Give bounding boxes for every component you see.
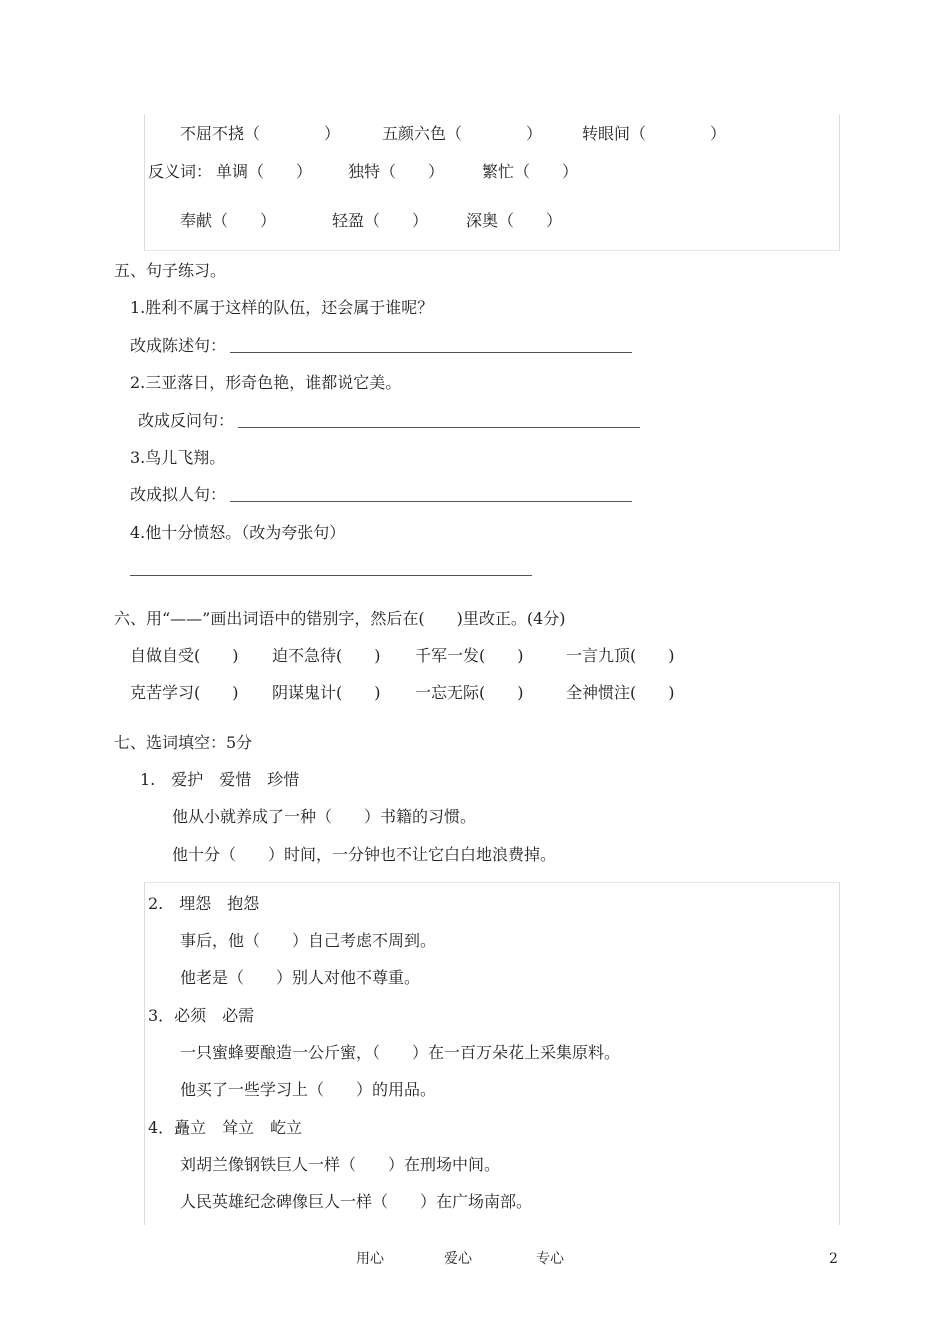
question-1: 1.胜利不属于这样的队伍，还会属于谁呢？ [130, 298, 434, 317]
antonym-label: 反义词： [148, 162, 213, 181]
answer-line [230, 501, 632, 502]
typo-item: 一忘无际( ) [415, 683, 524, 702]
fill-sentence: 他买了一些学习上（ ）的用品。 [180, 1080, 437, 1099]
prompt-rhetorical: 改成反问句： [138, 411, 235, 430]
synonym-item: 不屈不挠（ ） [180, 124, 341, 143]
prompt-personification: 改成拟人句： [130, 485, 227, 504]
typo-item: 千军一发( ) [415, 646, 524, 665]
answer-line [238, 427, 640, 428]
fill-sentence: 他老是（ ）别人对他不尊重。 [180, 968, 421, 987]
section-7-title: 七、选词填空：5分 [114, 733, 253, 752]
antonym-item: 深奥（ ） [466, 211, 563, 230]
question-3: 3.鸟儿飞翔。 [130, 448, 226, 467]
footer-word: 爱心 [444, 1251, 472, 1267]
section-5-title: 五、句子练习。 [114, 261, 227, 280]
typo-item: 一言九顶( ) [566, 646, 675, 665]
prompt-declarative: 改成陈述句： [130, 336, 227, 355]
word-group-label: 4．矗立 耸立 屹立 [148, 1118, 303, 1137]
antonym-item: 独特（ ） [348, 162, 445, 181]
section-6-title: 六、用“——”画出词语中的错别字，然后在( )里改正。(4分) [114, 609, 566, 628]
typo-item: 自做自受( ) [130, 646, 239, 665]
fill-sentence: 一只蜜蜂要酿造一公斤蜜，（ ）在一百万朵花上采集原料。 [180, 1043, 621, 1062]
fill-sentence: 人民英雄纪念碑像巨人一样（ ）在广场南部。 [180, 1192, 533, 1211]
typo-item: 迫不急待( ) [272, 646, 381, 665]
word-group-label: 3．必须 必需 [148, 1006, 255, 1025]
synonym-item: 转眼间（ ） [582, 124, 727, 143]
synonym-item: 五颜六色（ ） [382, 124, 543, 143]
fill-sentence: 刘胡兰像钢铁巨人一样（ ）在刑场中间。 [180, 1155, 501, 1174]
fill-sentence: 他从小就养成了一种（ ）书籍的习惯。 [172, 807, 477, 826]
fill-sentence: 事后，他（ ）自己考虑不周到。 [180, 931, 437, 950]
answer-line [130, 575, 532, 576]
typo-item: 全神惯注( ) [566, 683, 675, 702]
typo-item: 阴谋鬼计( ) [272, 683, 381, 702]
footer-word: 用心 [356, 1251, 384, 1267]
fill-sentence: 他十分（ ）时间，一分钟也不让它白白地浪费掉。 [172, 845, 557, 864]
antonym-item: 单调（ ） [216, 162, 313, 181]
antonym-item: 轻盈（ ） [332, 211, 429, 230]
word-group-label: 1. 爱护 爱惜 珍惜 [140, 770, 300, 789]
antonym-item: 奉献（ ） [180, 211, 277, 230]
word-group-label: 2. 埋怨 抱怨 [148, 894, 260, 913]
page-number: 2 [829, 1251, 838, 1267]
question-2: 2.三亚落日，形奇色艳，谁都说它美。 [130, 373, 402, 392]
typo-item: 克苦学习( ) [130, 683, 239, 702]
question-4: 4.他十分愤怒。（改为夸张句） [130, 523, 346, 542]
answer-line [230, 352, 632, 353]
antonym-item: 繁忙（ ） [482, 162, 579, 181]
footer-word: 专心 [536, 1251, 564, 1267]
